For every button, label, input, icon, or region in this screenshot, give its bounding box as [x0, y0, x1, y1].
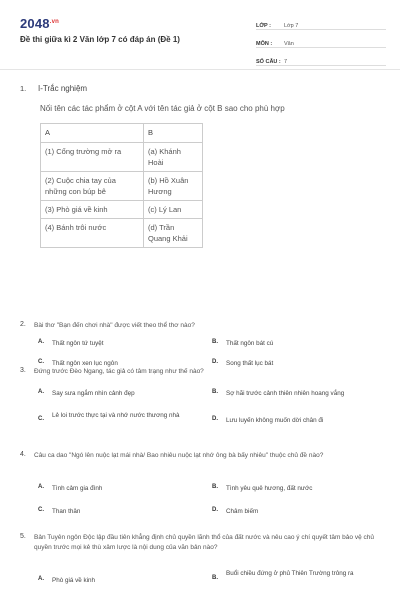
option-letter: C.: [38, 507, 44, 513]
column-header-a: A: [41, 124, 144, 143]
question-text: Bài thơ "Bạn đến chơi nhà" được viết theo thể thơ nào?: [34, 322, 195, 329]
question-number: 2.: [20, 321, 26, 328]
option-text: Châm biếm: [226, 508, 259, 515]
question-5: [20, 533, 380, 597]
question-number: 3.: [20, 367, 26, 374]
option-letter: B.: [212, 484, 218, 490]
question-number: 5.: [20, 533, 26, 540]
meta-value: Lớp 7: [284, 23, 299, 29]
meta-label: LỚP :: [256, 23, 271, 29]
option-text: Thất ngôn xen lục ngôn: [52, 360, 118, 367]
meta-value: Văn: [284, 41, 294, 47]
option-text: Tình yêu quê hương, đất nước: [226, 485, 313, 492]
option-text: Buổi chiều đứng ở phủ Thiên Trường trông ra: [226, 570, 354, 577]
meta-row-class: [256, 14, 386, 30]
table-cell: (2) Cuộc chia tay của những con búp bê: [41, 172, 144, 201]
option-letter: A.: [38, 576, 44, 582]
option-text: Lưu luyến không muốn dời chân đi: [226, 417, 324, 424]
option-text: Say sưa ngắm nhìn cảnh đẹp: [52, 390, 135, 397]
table-header-row: [41, 124, 203, 143]
table-row: [41, 219, 203, 248]
option-text: Lẻ loi trước thực tại và nhớ nước thương nhà: [52, 412, 180, 419]
option-text: Phò giá về kinh: [52, 577, 96, 584]
question-3: [20, 367, 380, 437]
question-text: Đứng trước Đèo Ngang, tác giả có tâm trạng như thế nào?: [34, 368, 204, 375]
section-title: I-Trắc nghiệm: [38, 84, 88, 93]
option-letter: D.: [212, 416, 218, 422]
option-letter: C.: [38, 416, 44, 422]
option-letter: A.: [38, 389, 44, 395]
column-header-b: B: [144, 124, 203, 143]
table-cell: (d) Trần Quang Khải: [144, 219, 203, 248]
page-header: [0, 0, 400, 65]
option-text: Tình cảm gia đình: [52, 485, 103, 492]
question-number: 4.: [20, 451, 26, 458]
site-logo[interactable]: [20, 16, 59, 31]
header-divider: [0, 69, 400, 70]
meta-row-subject: [256, 32, 386, 48]
table-row: [41, 201, 203, 219]
question-2: [20, 321, 380, 367]
document-title: Đề thi giữa kì 2 Văn lớp 7 có đáp án (Đề 1): [20, 35, 180, 44]
option-letter: B.: [212, 389, 218, 395]
table-cell: (1) Cổng trường mở ra: [41, 143, 144, 172]
option-text: Than thân: [52, 508, 81, 515]
table-row: [41, 172, 203, 201]
table-cell: (b) Hồ Xuân Hương: [144, 172, 203, 201]
question-number: 1.: [20, 84, 27, 93]
option-letter: D.: [212, 507, 218, 513]
meta-label: SỐ CÂU :: [256, 59, 281, 65]
meta-label: MÔN :: [256, 41, 273, 47]
table-cell: (c) Lý Lan: [144, 201, 203, 219]
logo-text: 2048: [20, 16, 50, 31]
option-letter: C.: [38, 359, 44, 365]
question-4: [20, 451, 380, 521]
table-cell: (3) Phò giá về kinh: [41, 201, 144, 219]
option-text: Thất ngôn bát cú: [226, 340, 274, 347]
question-text: Câu ca dao "Ngó lên nuộc lạt mái nhà/ Bao nhiêu nuộc lạt nhớ ông bà bấy nhiêu" thuộc chủ đề nào?: [34, 452, 324, 459]
option-text: Sợ hãi trước cảnh thiên nhiên hoang vắng: [226, 390, 345, 397]
document-meta: [256, 14, 386, 68]
table-row: [41, 143, 203, 172]
table-cell: (4) Bánh trôi nước: [41, 219, 144, 248]
meta-value: 7: [284, 59, 288, 65]
question-text: Bản Tuyên ngôn Độc lập đầu tiên khẳng định chủ quyền lãnh thổ của đất nước và nêu cao ý chí quyết tâm bảo vệ chủ quyền trước mọi kẻ thù xâm lược là nội dung của văn bản nào?: [34, 534, 374, 551]
option-letter: D.: [212, 359, 218, 365]
option-letter: B.: [212, 575, 218, 581]
option-text: Thất ngôn tứ tuyệt: [52, 340, 104, 347]
option-letter: A.: [38, 339, 44, 345]
logo-suffix: .vn: [49, 19, 60, 25]
matching-table: [40, 123, 203, 248]
section-instruction: Nối tên các tác phẩm ở cột A với tên tác giả ở cột B sao cho phù hợp: [40, 104, 285, 113]
option-text: Song thất lục bát: [226, 360, 274, 367]
option-letter: B.: [212, 339, 218, 345]
option-letter: A.: [38, 484, 44, 490]
table-cell: (a) Khánh Hoài: [144, 143, 203, 172]
meta-row-count: [256, 50, 386, 66]
